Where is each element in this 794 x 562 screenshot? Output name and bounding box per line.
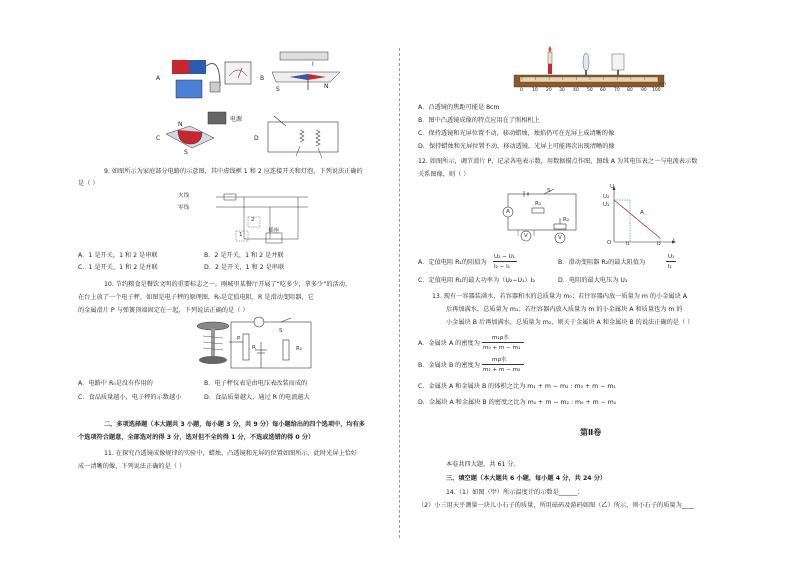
graph-i-label: I	[673, 238, 675, 244]
column-divider	[399, 48, 400, 538]
q9-option-d[interactable]: D．2 是开关，1 和 2 是串联	[204, 264, 285, 271]
q12-option-a-text: A．定值电阻 R₁的阻值为	[418, 259, 487, 266]
q10-option-c[interactable]: C．食品质量越小，电子秤的示数越小	[78, 394, 182, 401]
ruler-tick-70: 70	[614, 88, 620, 93]
fig-b-s: S	[276, 86, 280, 93]
q10-option-b[interactable]: B．电子秤仪表是由电压表改装而成的	[204, 380, 308, 387]
fig-label-c: C	[156, 135, 161, 142]
q13-option-a-denominator: m₀ + m − m₁	[483, 345, 521, 351]
ruler-tick-20: 20	[546, 88, 552, 93]
q9-neutral-label: 零线	[178, 205, 190, 211]
q10-stem-line3: 的金属滑片 P 与弹簧顶端固定在一起，下列说法正确的是（ ）	[78, 307, 249, 314]
q12-ui-graph	[606, 186, 676, 246]
q9-circuit-figure	[200, 193, 310, 248]
q9-option-a[interactable]: A．1 是开关，1 和 2 是串联	[78, 252, 158, 259]
q13-option-c[interactable]: C．金属块 A 和金属块 B 的体积之比为 m₁ + m − m₂ : m₀ + m − m₁	[418, 383, 616, 390]
q10-p-label: P	[237, 336, 241, 342]
q12-option-b-text: B．滑动变阻器 R₂的最大阻值为	[558, 259, 646, 266]
q12-v2-label: V	[558, 235, 562, 241]
graph-u-label: U	[610, 184, 615, 190]
q13-option-b-denominator: m₁ + m − m₂	[483, 367, 521, 373]
q10-r-label: R	[252, 345, 256, 351]
q12-option-a-denominator: I₂ − I₁	[494, 264, 511, 270]
graph-line-a-label: A	[640, 210, 644, 216]
q12-stem-line1: 12. 如图所示，调节滑片 P，记录各电表示数，用数据描点作图，图线 A 为其电压表之一与电流表示数	[418, 158, 698, 165]
q12-r2-label: R₂	[563, 217, 570, 223]
q10-s-label: S	[279, 328, 283, 334]
q14-part2: （2）小三用天平测量一块儿小石子的质量，所用砝码及游码如图（乙）所示，则小石子的质量为____	[418, 502, 695, 509]
q12-r1-label: R₁	[535, 201, 542, 207]
q10-stem-line1: 10. 节约粮食是餐饮文明的重要标志之一。刚城里某餐厅开展了“吃多少，拿多少”的活动，	[104, 281, 352, 288]
q11-stem-line1: 11. 在探究凸透镜成像规律的实验中，蜡烛、凸透镜和光屏的位置如图所示，此时光屏上恰好	[104, 450, 358, 457]
q12-switch-label: S	[547, 188, 551, 194]
q12-option-a-fraction-bar	[493, 261, 517, 262]
ruler-tick-30: 30	[559, 88, 565, 93]
ruler-tick-40: 40	[573, 88, 579, 93]
q9-live-label: 火线	[178, 193, 190, 199]
graph-i2-label: I₂	[657, 241, 661, 247]
q13-stem-line1: 13. 现有一容器装满水，若容器和水的总质量为 m₀；若往容器内放一质量为 m 的小金属块 A	[432, 293, 688, 300]
q13-option-b-text: B．金属块 B 的密度为	[418, 362, 480, 369]
section-3-heading: 三、填空题（本大题共 6 小题，每小题 4 分，共 24 分）	[446, 475, 607, 482]
part-2-title: 第Ⅱ卷	[580, 428, 602, 437]
ruler-tick-90: 90	[641, 88, 647, 93]
q9-box1-label: 1	[239, 232, 243, 238]
fig-label-b: B	[260, 75, 265, 82]
optical-bench-figure	[512, 46, 667, 96]
q10-stem-line2: 在台上放了一个电子秤，如图是电子秤的原理图，R₀是定值电阻，R 是滑动变阻器，它	[78, 294, 314, 301]
ruler-tick-0: 0	[520, 88, 523, 93]
q11-option-c[interactable]: C．保持透镜和光屏位置不动，移动蜡烛，烛焰仍可在光屏上成清晰的像	[418, 130, 615, 137]
fig-label-d: D	[254, 135, 259, 142]
fig-c-power: 电源	[230, 116, 243, 123]
ruler-tick-80: 80	[627, 88, 633, 93]
q11-stem-line2: 成一清晰的像，下列说法正确的是（ ）	[78, 463, 186, 470]
graph-u1-label: U₁	[603, 202, 610, 208]
q12-v1-label: V	[524, 233, 528, 239]
q12-option-d[interactable]: D．电阻的最大电压为 U₂	[558, 277, 628, 284]
q13-option-b-fraction-bar	[482, 364, 524, 365]
section-2-heading-line2: 个选项符合题意，全部选对的得 3 分，选对但不全的得 1 分，不选或选错的得 0 分）	[78, 434, 315, 441]
q12-option-b-numerator: U₁	[668, 254, 675, 260]
q12-option-b-fraction-bar	[666, 261, 676, 262]
fig-label-a: A	[156, 75, 161, 82]
ruler-unit: cm	[659, 82, 666, 87]
q12-ammeter-label: A	[506, 209, 510, 215]
q9-option-c[interactable]: C．1 是开关，1 和 2 是并联	[78, 264, 158, 271]
ruler-tick-50: 50	[587, 88, 593, 93]
graph-origin-label: O	[607, 240, 612, 246]
q9-stem-line1: 9. 如图所示为家庭部分电路的示意图，其中虚线框 1 和 2 应连接开关和灯泡，下列说法正确的	[104, 168, 363, 175]
figure-abcd	[150, 46, 370, 166]
q12-option-b-denominator: I₁	[668, 264, 672, 270]
ruler-tick-60: 60	[600, 88, 606, 93]
q10-r0-label: R₀	[296, 346, 303, 352]
graph-i1-label: I₁	[626, 241, 630, 247]
section-2-heading-line1: 二、多项选择题（本大题共 3 小题，每小题 3 分，共 9 分）每小题给出的四个选项中，均有多	[104, 421, 365, 428]
q12-stem-line2: 关系图像，则（ ）	[418, 171, 470, 178]
q13-stem-line2: 后再加满水，总质量为 m₁；若往容器内放入质量为 m 的小金属块 A 和质量也为 m 的	[446, 306, 683, 313]
q11-option-b[interactable]: B．图中凸透镜成像的特点应用在了照相机上	[418, 117, 540, 124]
ruler-tick-10: 10	[532, 88, 538, 93]
part-2-intro: 本卷共四大题，共 61 分。	[446, 461, 520, 468]
fig-b-i: I	[312, 61, 314, 68]
graph-u2-label: U₂	[603, 194, 610, 200]
q13-option-b-numerator: mρ水	[492, 357, 507, 363]
q9-socket-label: 插座	[268, 228, 280, 234]
q9-stem-line2: 是（ ）	[78, 180, 99, 187]
q12-option-a-numerator: U₂ − U₁	[494, 254, 515, 260]
q13-option-d[interactable]: D．金属块 A 和金属块 B 的密度之比为 m₁ + m − m₂ : m₀ + m − m₁	[418, 399, 617, 406]
q10-option-d[interactable]: D．食品质量越大，通过 R 的电流越大	[204, 394, 310, 401]
q13-option-a-numerator: m₁ρ水	[492, 335, 509, 341]
ruler-tick-100: 100	[652, 88, 661, 93]
fig-c-s: S	[184, 149, 188, 156]
fig-b-n: N	[324, 83, 329, 90]
q11-option-d[interactable]: D．保持蜡烛和光屏位置不动，移动透镜，光屏上可能再次出现清晰的像	[418, 143, 615, 150]
q13-stem-line3: 小金属块 B 后再加满水，总质量为 m₂，则关于金属块 A 和金属块 B 的说法正确的是（ ）	[446, 319, 694, 326]
q9-option-b[interactable]: B．2 是开关，1 和 2 是并联	[204, 252, 284, 259]
q11-option-a[interactable]: A．凸透镜的焦距可能是 8cm	[418, 104, 500, 111]
q13-option-a-text: A．金属块 A 的密度为	[418, 340, 480, 347]
q12-option-c[interactable]: C．定值电阻 R₁的最大功率为（U₂−U₁）I₂	[418, 277, 536, 284]
q10-option-a[interactable]: A．电路中 R₀是没有作用的	[78, 380, 153, 387]
q9-box2-label: 2	[251, 217, 255, 223]
q14-part1: 14.（1）如图（甲）所示温度计的示数是______；	[446, 489, 584, 496]
fig-c-n: N	[178, 121, 183, 128]
q13-option-a-fraction-bar	[482, 342, 524, 343]
